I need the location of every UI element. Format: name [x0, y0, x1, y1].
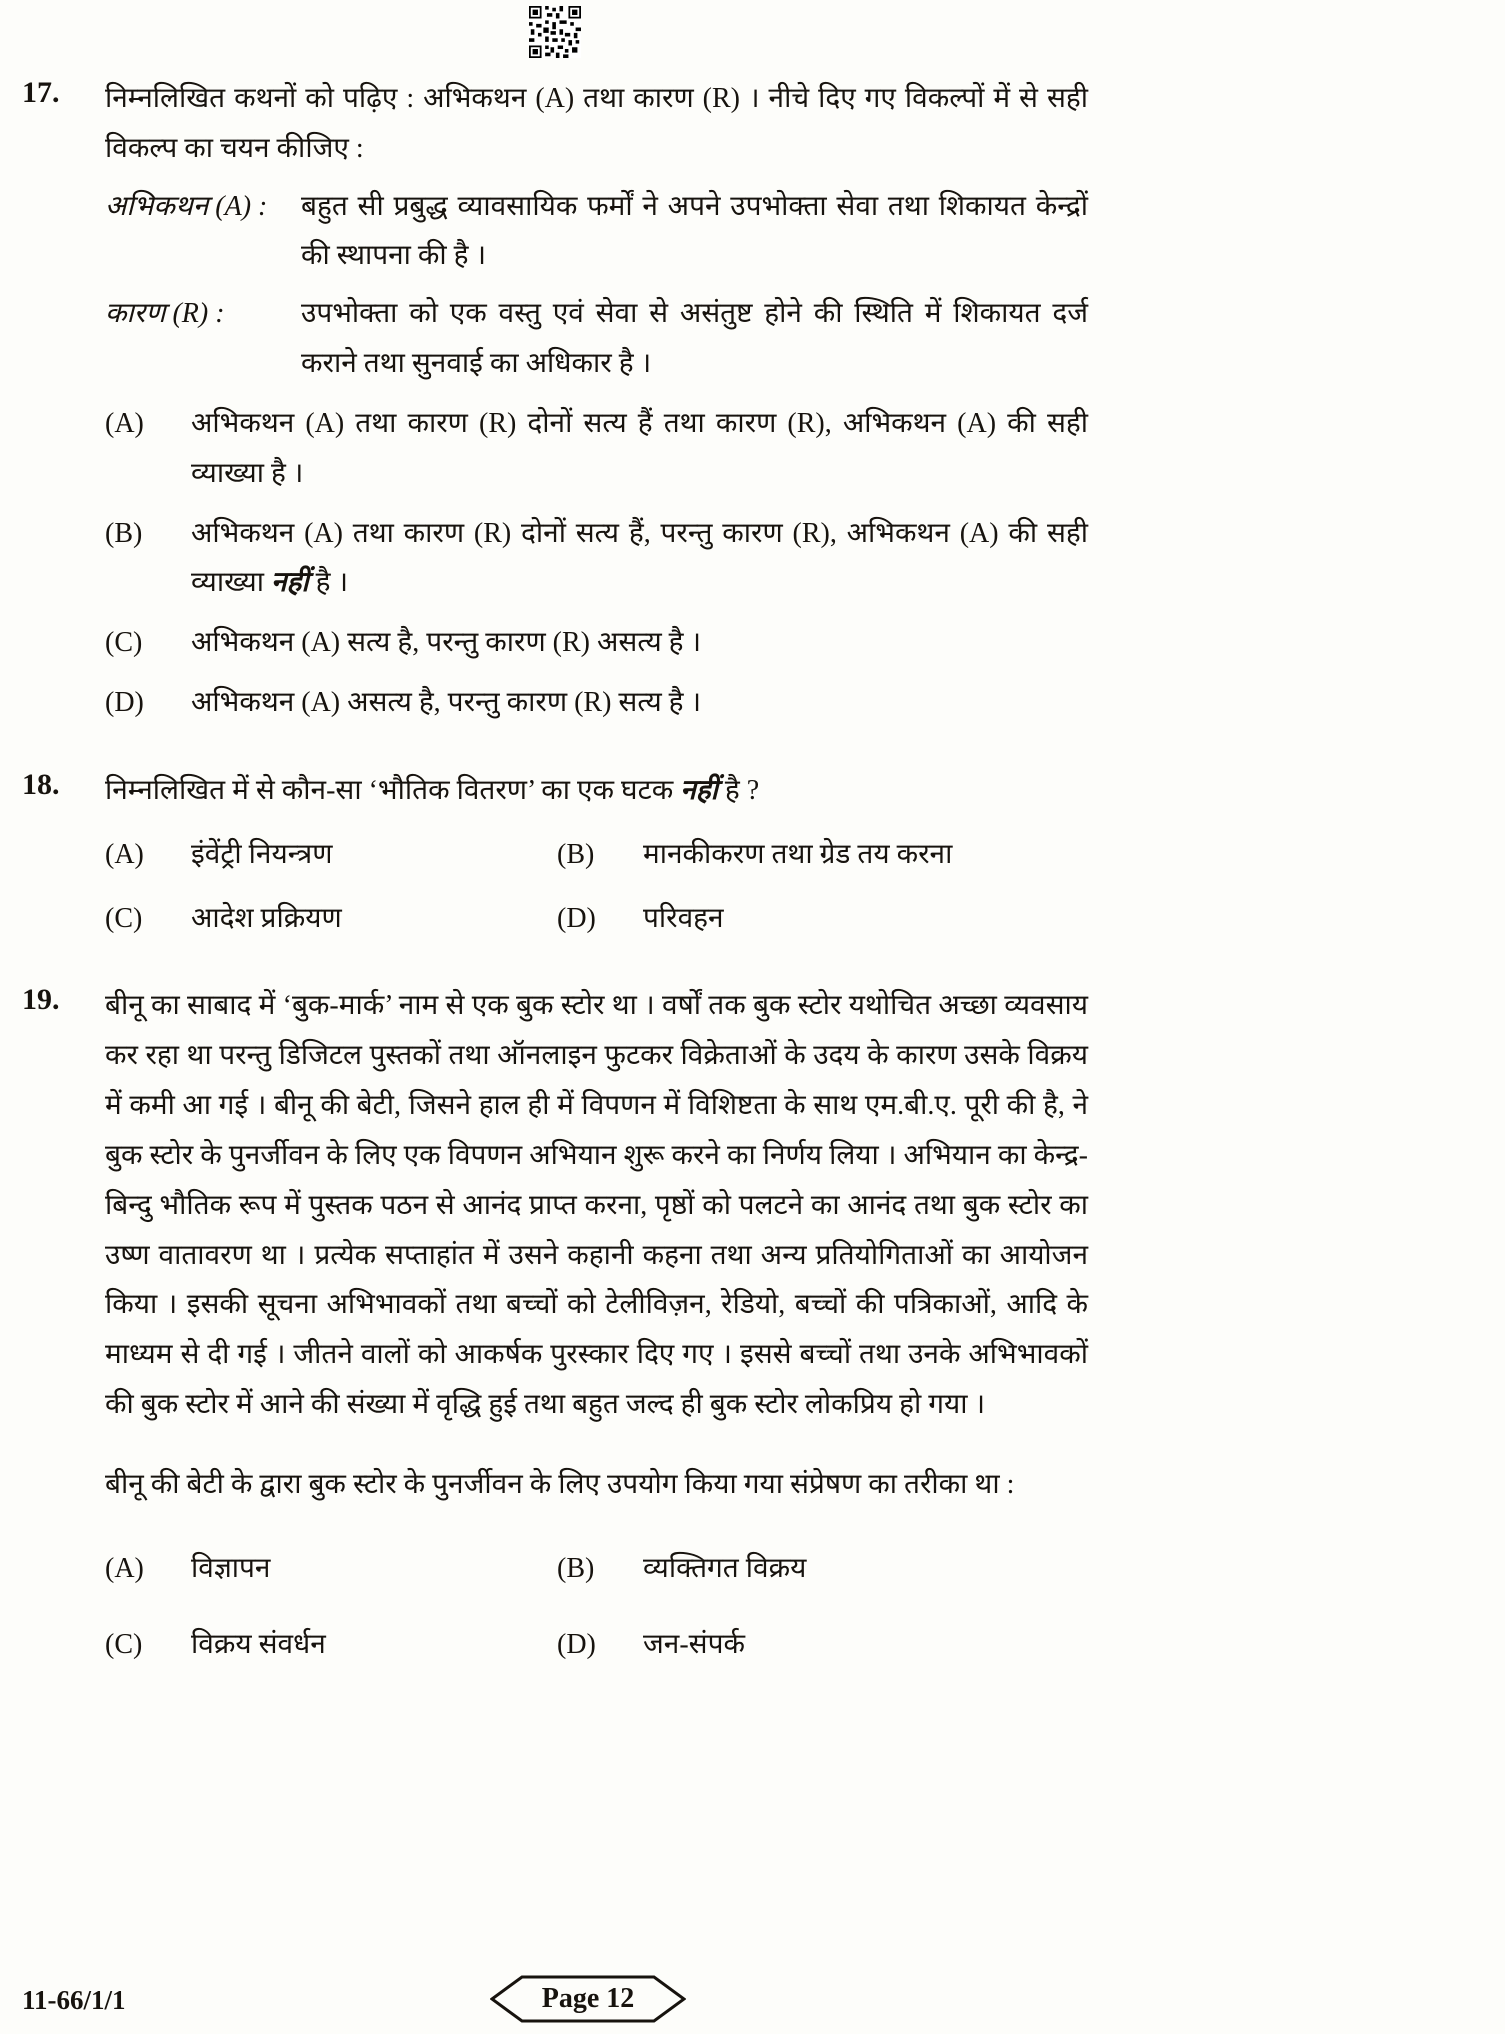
option-text: विक्रय संवर्धन — [191, 1628, 326, 1660]
option-label: (A) — [105, 407, 144, 439]
question-17-number: 17. — [22, 76, 60, 109]
q18-option-C — [105, 894, 557, 944]
question-17-body — [105, 74, 1088, 728]
q17-option-B — [105, 509, 1088, 609]
question-19-case-paragraph: बीनू का साबाद में ‘बुक-मार्क’ नाम से एक बुक स्टोर था । वर्षों तक बुक स्टोर यथोचित अच्छा व्यवसाय कर रहा था परन्तु डिजिटल पुस्तकों तथा ऑनलाइन फुटकर विक्रेताओं के उदय के कारण उसके विक्रय में कमी आ गई । बीनू की बेटी, जिसने हाल ही में विपणन में विशिष्टता के साथ एम.बी.ए. पूरी की है, ने बुक स्टोर के पुनर्जीवन के लिए एक विपणन अभियान शुरू करने का निर्णय लिया । अभियान का केन्द्र-बिन्दु भौतिक रूप में पुस्तक पठन से आनंद प्राप्त करना, पृष्ठों को पलटने का आनंद तथा बुक स्टोर का उष्ण वातावरण था । प्रत्येक सप्ताहांत में उसने कहानी कहना तथा अन्य प्रतियोगिताओं का आयोजन किया । इसकी सूचना अभिभावकों तथा बच्चों को टेलीविज़न, रेडियो, बच्चों की पत्रिकाओं, आदि के माध्यम से दी गई । जीतने वालों को आकर्षक पुरस्कार दिए गए । इससे बच्चों तथा उनके अभिभावकों की बुक स्टोर में आने की संख्या में वृद्धि हुई तथा बहुत जल्द ही बुक स्टोर लोकप्रिय हो गया । — [105, 990, 1088, 1421]
q19-option-C — [105, 1620, 557, 1670]
option-text-pre: अभिकथन (A) तथा कारण (R) दोनों सत्य हैं, परन्तु कारण (R), अभिकथन (A) की सही व्याख्या — [191, 517, 1088, 599]
option-text: अभिकथन (A) तथा कारण (R) दोनों सत्य हैं तथा कारण (R), अभिकथन (A) की सही व्याख्या है । — [191, 407, 1088, 489]
option-text-emphasis: नहीं — [270, 567, 309, 599]
q17-option-A — [105, 399, 1088, 499]
option-text: अभिकथन (A) सत्य है, परन्तु कारण (R) असत्य है । — [191, 627, 702, 659]
q19-option-B — [557, 1544, 1088, 1594]
reason-text: उपभोक्ता को एक वस्तु एवं सेवा से असंतुष्ट होने की स्थिति में शिकायत दर्ज कराने तथा सुनवाई का अधिकार है । — [301, 298, 1088, 380]
option-text: व्यक्तिगत विक्रय — [643, 1552, 807, 1584]
option-label: (C) — [105, 627, 143, 659]
page-number-banner — [490, 1974, 686, 2024]
q17-option-C — [105, 618, 1088, 668]
option-label: (A) — [105, 1552, 144, 1584]
question-18-intro-pre: निम्नलिखित में से कौन-सा ‘भौतिक वितरण’ का एक घटक — [105, 774, 681, 806]
question-19-number: 19. — [22, 983, 60, 1017]
paper-code: 11-66/1/1 — [22, 1985, 126, 2015]
option-label: (C) — [105, 1628, 143, 1660]
question-18-body — [105, 766, 1088, 943]
option-text-post: है । — [308, 567, 349, 599]
option-label: (D) — [105, 687, 144, 719]
q19-option-A — [105, 1544, 557, 1594]
question-18 — [22, 766, 1088, 943]
qr-code — [529, 6, 581, 58]
question-19-body — [105, 981, 1088, 1669]
assertion-label: अभिकथन (A) : — [105, 190, 268, 222]
option-text: अभिकथन (A) असत्य है, परन्तु कारण (R) सत्य है । — [191, 687, 702, 719]
q18-option-A — [105, 830, 557, 880]
option-label: (D) — [557, 1628, 596, 1660]
option-label: (D) — [557, 902, 596, 934]
option-text: विज्ञापन — [191, 1552, 271, 1584]
option-label: (B) — [557, 1552, 595, 1584]
question-18-intro-post: है ? — [717, 774, 760, 806]
exam-page-content — [22, 6, 1088, 1707]
option-text: आदेश प्रक्रियण — [191, 902, 342, 934]
page-number: Page 12 — [541, 1983, 635, 2014]
q19-options-row-2 — [105, 1620, 1088, 1670]
reason-row — [105, 289, 1088, 389]
reason-label: कारण (R) : — [105, 298, 225, 330]
q18-option-B — [557, 830, 1088, 880]
question-18-intro — [105, 766, 1088, 816]
option-text: परिवहन — [643, 902, 724, 934]
q18-option-D — [557, 894, 1088, 944]
option-label: (B) — [557, 838, 595, 870]
option-text: इंवेंट्री नियन्त्रण — [191, 838, 333, 870]
option-label: (B) — [105, 517, 143, 549]
q18-options-row-2 — [105, 894, 1088, 944]
assertion-text: बहुत सी प्रबुद्ध व्यावसायिक फर्मों ने अपने उपभोक्ता सेवा तथा शिकायत केन्द्रों की स्थापना की है । — [301, 190, 1088, 272]
q18-options-row-1 — [105, 830, 1088, 880]
question-19-question: बीनू की बेटी के द्वारा बुक स्टोर के पुनर्जीवन के लिए उपयोग किया गया संप्रेषण का तरीका था : — [105, 1468, 1015, 1500]
question-18-intro-emphasis: नहीं — [680, 774, 718, 806]
question-17-intro: निम्नलिखित कथनों को पढ़िए : अभिकथन (A) तथा कारण (R) । नीचे दिए गए विकल्पों में से सही विकल्प का चयन कीजिए : — [105, 83, 1088, 164]
option-text: जन-संपर्क — [643, 1628, 745, 1660]
assertion-row — [105, 182, 1088, 282]
q17-option-D — [105, 678, 1088, 728]
question-18-number: 18. — [22, 767, 60, 801]
q19-option-D — [557, 1620, 1088, 1670]
option-text: मानकीकरण तथा ग्रेड तय करना — [643, 838, 953, 870]
option-label: (A) — [105, 838, 144, 870]
q19-options-row-1 — [105, 1544, 1088, 1594]
option-text — [191, 509, 1088, 609]
question-19 — [22, 981, 1088, 1669]
option-label: (C) — [105, 902, 143, 934]
question-17 — [22, 74, 1088, 728]
qr-code-wrapper — [22, 6, 1088, 58]
